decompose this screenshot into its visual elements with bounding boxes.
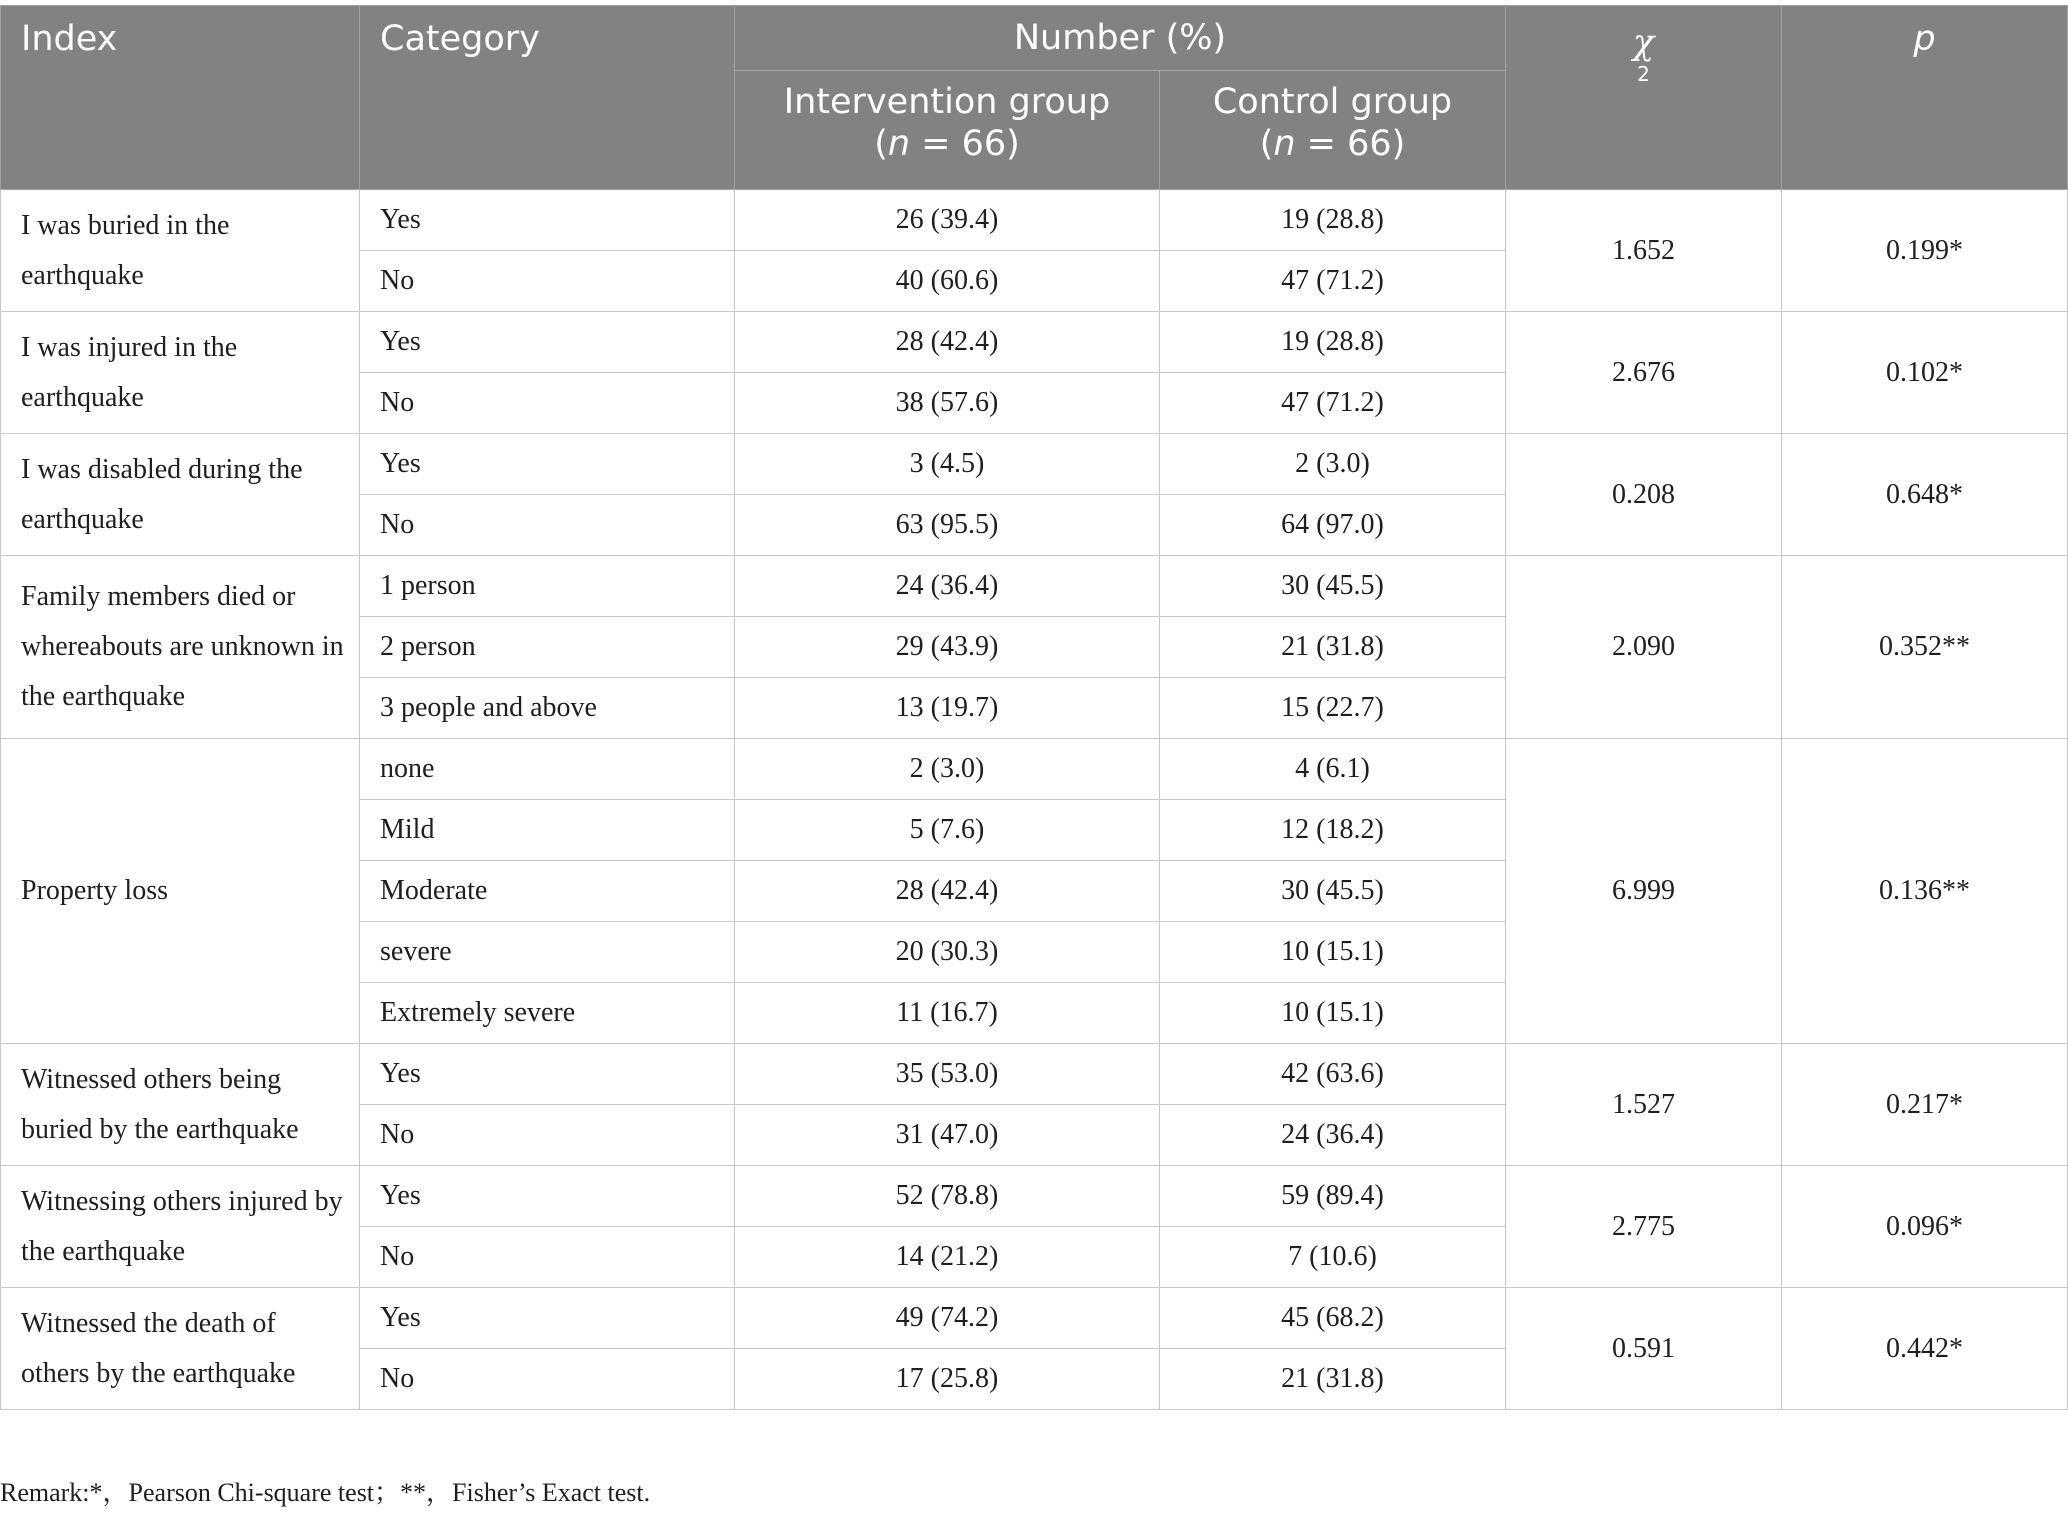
chi-square-cell: 2.676 — [1506, 312, 1782, 434]
p-value-cell: 0.217* — [1782, 1044, 2068, 1166]
intervention-value-cell: 17 (25.8) — [735, 1349, 1160, 1410]
category-cell: No — [360, 251, 735, 312]
chi-square-cell: 1.527 — [1506, 1044, 1782, 1166]
table-row — [1, 556, 2068, 617]
category-cell: No — [360, 1227, 735, 1288]
category-cell: Yes — [360, 312, 735, 373]
header-category: Category — [360, 6, 735, 190]
index-cell: Family members died or whereabouts are unknown in the earthquake — [1, 556, 360, 739]
chi-square-cell: 0.591 — [1506, 1288, 1782, 1410]
chi-square-cell: 6.999 — [1506, 739, 1782, 1044]
intervention-value-cell: 35 (53.0) — [735, 1044, 1160, 1105]
control-value-cell: 45 (68.2) — [1160, 1288, 1506, 1349]
index-cell: Witnessing others injured by the earthquake — [1, 1166, 360, 1288]
control-value-cell: 47 (71.2) — [1160, 373, 1506, 434]
intervention-value-cell: 28 (42.4) — [735, 312, 1160, 373]
p-value-cell: 0.199* — [1782, 190, 2068, 312]
control-value-cell: 59 (89.4) — [1160, 1166, 1506, 1227]
control-value-cell: 24 (36.4) — [1160, 1105, 1506, 1166]
category-cell: Extremely severe — [360, 983, 735, 1044]
category-cell: 3 people and above — [360, 678, 735, 739]
control-value-cell: 4 (6.1) — [1160, 739, 1506, 800]
control-value-cell: 64 (97.0) — [1160, 495, 1506, 556]
table-remark: Remark:*，Pearson Chi-square test；**，Fisher’s Exact test. — [0, 1478, 651, 1507]
control-value-cell: 12 (18.2) — [1160, 800, 1506, 861]
category-cell: Yes — [360, 1288, 735, 1349]
intervention-value-cell: 29 (43.9) — [735, 617, 1160, 678]
index-cell: Witnessed the death of others by the earthquake — [1, 1288, 360, 1410]
intervention-value-cell: 52 (78.8) — [735, 1166, 1160, 1227]
intervention-value-cell: 63 (95.5) — [735, 495, 1160, 556]
p-value-cell: 0.102* — [1782, 312, 2068, 434]
index-cell: Property loss — [1, 739, 360, 1044]
table-row — [1, 1044, 2068, 1105]
control-value-cell: 30 (45.5) — [1160, 556, 1506, 617]
category-cell: 2 person — [360, 617, 735, 678]
chi-symbol: χ 2 — [1632, 23, 1655, 86]
chi-square-cell: 2.090 — [1506, 556, 1782, 739]
category-cell: Yes — [360, 190, 735, 251]
chi-square-cell: 1.652 — [1506, 190, 1782, 312]
intervention-value-cell: 40 (60.6) — [735, 251, 1160, 312]
category-cell: Mild — [360, 800, 735, 861]
chi-square-cell: 0.208 — [1506, 434, 1782, 556]
table-row — [1, 1288, 2068, 1349]
control-value-cell: 19 (28.8) — [1160, 312, 1506, 373]
intervention-value-cell: 38 (57.6) — [735, 373, 1160, 434]
header-number-percent: Number (%) — [735, 6, 1506, 71]
p-value-cell: 0.648* — [1782, 434, 2068, 556]
p-value-cell: 0.096* — [1782, 1166, 2068, 1288]
index-cell: I was buried in the earthquake — [1, 190, 360, 312]
category-cell: Yes — [360, 1044, 735, 1105]
header-intervention-group: Intervention group (n = 66) — [735, 71, 1160, 190]
index-cell: I was disabled during the earthquake — [1, 434, 360, 556]
intervention-value-cell: 20 (30.3) — [735, 922, 1160, 983]
control-value-cell: 10 (15.1) — [1160, 983, 1506, 1044]
control-value-cell: 15 (22.7) — [1160, 678, 1506, 739]
table-row — [1, 190, 2068, 251]
category-cell: No — [360, 1105, 735, 1166]
control-value-cell: 42 (63.6) — [1160, 1044, 1506, 1105]
intervention-value-cell: 11 (16.7) — [735, 983, 1160, 1044]
category-cell: No — [360, 373, 735, 434]
category-cell: No — [360, 495, 735, 556]
data-table — [0, 5, 2068, 1410]
intervention-value-cell: 26 (39.4) — [735, 190, 1160, 251]
header-p: p — [1782, 6, 2068, 190]
table-row — [1, 739, 2068, 800]
table-row — [1, 312, 2068, 373]
control-value-cell: 21 (31.8) — [1160, 617, 1506, 678]
intervention-value-cell: 5 (7.6) — [735, 800, 1160, 861]
control-value-cell: 47 (71.2) — [1160, 251, 1506, 312]
category-cell: none — [360, 739, 735, 800]
table-row — [1, 1166, 2068, 1227]
intervention-value-cell: 14 (21.2) — [735, 1227, 1160, 1288]
category-cell: No — [360, 1349, 735, 1410]
intervention-value-cell: 31 (47.0) — [735, 1105, 1160, 1166]
header-control-group: Control group (n = 66) — [1160, 71, 1506, 190]
table-body — [1, 190, 2068, 1410]
intervention-value-cell: 24 (36.4) — [735, 556, 1160, 617]
intervention-value-cell: 2 (3.0) — [735, 739, 1160, 800]
index-cell: Witnessed others being buried by the earthquake — [1, 1044, 360, 1166]
p-value-cell: 0.352** — [1782, 556, 2068, 739]
intervention-value-cell: 28 (42.4) — [735, 861, 1160, 922]
index-cell: I was injured in the earthquake — [1, 312, 360, 434]
chi-square-cell: 2.775 — [1506, 1166, 1782, 1288]
control-value-cell: 30 (45.5) — [1160, 861, 1506, 922]
control-value-cell: 19 (28.8) — [1160, 190, 1506, 251]
category-cell: Yes — [360, 1166, 735, 1227]
category-cell: Moderate — [360, 861, 735, 922]
intervention-value-cell: 49 (74.2) — [735, 1288, 1160, 1349]
header-index: Index — [1, 6, 360, 190]
intervention-value-cell: 13 (19.7) — [735, 678, 1160, 739]
table-header — [1, 6, 2068, 190]
control-value-cell: 2 (3.0) — [1160, 434, 1506, 495]
control-value-cell: 10 (15.1) — [1160, 922, 1506, 983]
category-cell: Yes — [360, 434, 735, 495]
intervention-value-cell: 3 (4.5) — [735, 434, 1160, 495]
chi-subscript: 2 — [1637, 62, 1650, 86]
table-row — [1, 434, 2068, 495]
p-value-cell: 0.442* — [1782, 1288, 2068, 1410]
category-cell: severe — [360, 922, 735, 983]
control-value-cell: 21 (31.8) — [1160, 1349, 1506, 1410]
header-chi-square — [1506, 6, 1782, 190]
p-value-cell: 0.136** — [1782, 739, 2068, 1044]
control-value-cell: 7 (10.6) — [1160, 1227, 1506, 1288]
category-cell: 1 person — [360, 556, 735, 617]
